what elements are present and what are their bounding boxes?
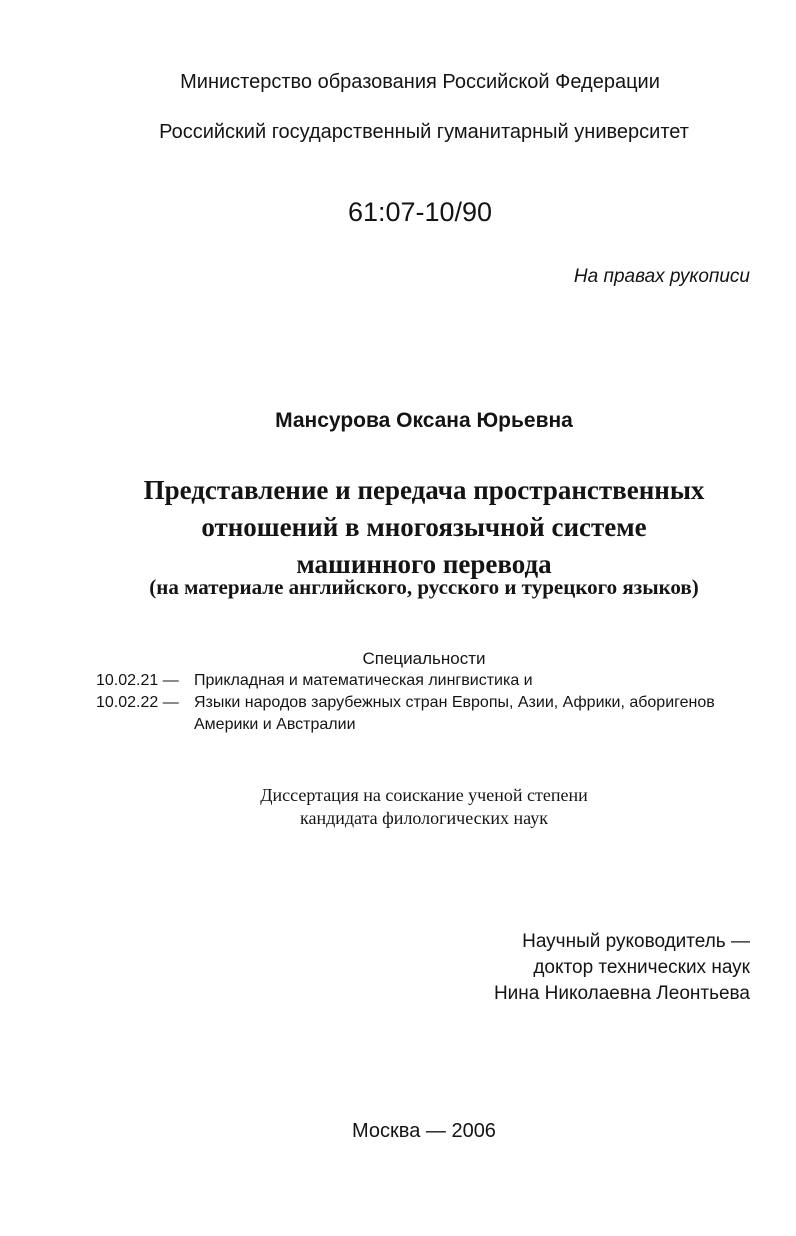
supervisor-role: Научный руководитель — <box>522 931 750 952</box>
catalog-code: 61:07-10/90 <box>347 197 493 227</box>
supervisor-block <box>494 929 750 1007</box>
specialty-code: 10.02.21 — <box>96 672 179 689</box>
university-name: Российский государственный гуманитарный университет <box>159 121 689 143</box>
ministry-name: Министерство образования Российской Федерации <box>180 71 660 93</box>
specialty-name-continuation: Америки и Австралии <box>194 716 356 733</box>
specialties-heading: Специальности <box>362 649 486 668</box>
title-line-3: машинного перевода <box>296 549 552 579</box>
specialty-name: Языки народов зарубежных стран Европы, Азии, Африки, аборигенов <box>194 694 715 711</box>
specialty-code: 10.02.22 — <box>96 694 179 711</box>
title-line-1: Представление и передача пространственных <box>143 475 705 505</box>
supervisor-degree: доктор технических наук <box>533 957 750 978</box>
specialty-name: Прикладная и математическая лингвистика и <box>194 672 533 689</box>
title-line-2: отношений в многоязычной системе <box>201 512 647 542</box>
dissertation-subtitle: (на материале английского, русского и турецкого языков) <box>149 575 699 599</box>
supervisor-name: Нина Николаевна Леонтьева <box>493 983 750 1004</box>
degree-line-2: кандидата филологических наук <box>300 808 548 828</box>
author-name: Мансурова Оксана Юрьевна <box>275 409 573 432</box>
city-year: Москва — 2006 <box>352 1120 496 1142</box>
dissertation-title <box>26 472 796 583</box>
degree-line-1: Диссертация на соискание ученой степени <box>260 785 588 805</box>
rights-note: На правах рукописи <box>573 266 750 287</box>
